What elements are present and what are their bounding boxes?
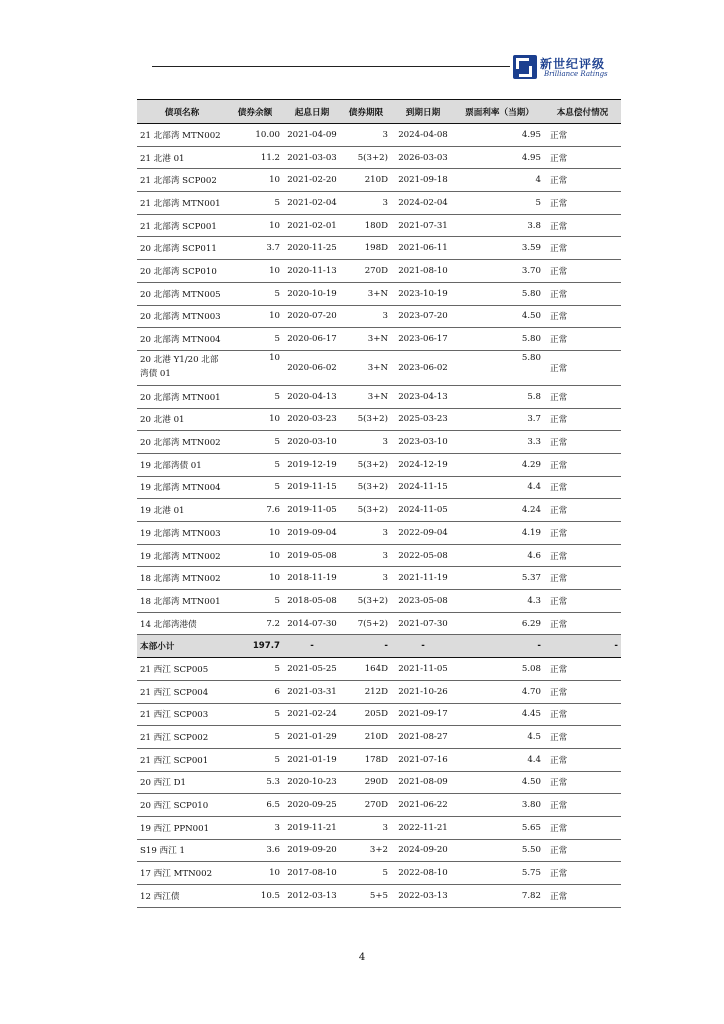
table-row [137, 680, 621, 703]
coupon-rate-cell: 5.75 [455, 862, 544, 885]
term-cell: 270D [341, 794, 391, 817]
start-date-cell: 2020-10-19 [283, 282, 341, 305]
table-row [137, 431, 621, 454]
start-date-cell: 2021-02-01 [283, 214, 341, 237]
table-row [137, 192, 621, 215]
term-cell: 180D [341, 214, 391, 237]
payment-status-cell: 正常 [544, 544, 621, 567]
payment-status-cell: 正常 [544, 169, 621, 192]
maturity-date-cell: 2023-05-08 [391, 590, 455, 613]
maturity-date-cell: 2023-04-13 [391, 385, 455, 408]
maturity-date-cell: 2024-11-15 [391, 476, 455, 499]
table-row [137, 453, 621, 476]
start-date-cell: 2019-12-19 [283, 453, 341, 476]
coupon-rate-cell: 5 [455, 192, 544, 215]
maturity-date-cell: 2023-06-17 [391, 328, 455, 351]
coupon-rate-cell: 4.45 [455, 703, 544, 726]
balance-cell: 5 [227, 658, 283, 681]
bond-name-cell: 20 北部湾 SCP010 [137, 260, 227, 283]
maturity-date-cell: 2021-07-16 [391, 748, 455, 771]
maturity-date-cell: 2025-03-23 [391, 408, 455, 431]
subtotal-cell: - [544, 635, 621, 658]
start-date-cell: 2018-11-19 [283, 567, 341, 590]
maturity-date-cell: 2021-08-27 [391, 726, 455, 749]
balance-cell: 5 [227, 590, 283, 613]
page-number: 4 [358, 952, 366, 963]
maturity-date-cell: 2021-06-22 [391, 794, 455, 817]
start-date-cell: 2018-05-08 [283, 590, 341, 613]
term-cell: 210D [341, 169, 391, 192]
coupon-rate-cell: 3.7 [455, 408, 544, 431]
table-body-group [137, 658, 621, 908]
term-cell: 3 [341, 544, 391, 567]
bond-name-cell: 21 北部湾 MTN001 [137, 192, 227, 215]
bond-name-cell: 19 北部湾债 01 [137, 453, 227, 476]
balance-cell: 10 [227, 260, 283, 283]
balance-cell: 7.2 [227, 612, 283, 635]
table-row [137, 590, 621, 613]
bond-name-cell: S19 西江 1 [137, 839, 227, 862]
coupon-rate-cell: 4.4 [455, 476, 544, 499]
start-date-cell: 2021-02-24 [283, 703, 341, 726]
coupon-rate-cell: 4.70 [455, 680, 544, 703]
bond-name-cell: 19 北部湾 MTN004 [137, 476, 227, 499]
maturity-date-cell: 2024-02-04 [391, 192, 455, 215]
table-row [137, 305, 621, 328]
payment-status-cell: 正常 [544, 771, 621, 794]
balance-cell: 5 [227, 453, 283, 476]
term-cell: 3 [341, 522, 391, 545]
bond-name-cell: 19 北部湾 MTN002 [137, 544, 227, 567]
table-row [137, 839, 621, 862]
start-date-cell: 2020-03-10 [283, 431, 341, 454]
start-date-cell: 2021-01-19 [283, 748, 341, 771]
balance-cell: 10 [227, 522, 283, 545]
coupon-rate-cell: 3.59 [455, 237, 544, 260]
term-cell: 164D [341, 658, 391, 681]
term-cell: 3 [341, 192, 391, 215]
table-body-group [137, 635, 621, 658]
logo-chinese-name: 新世纪评级 [540, 57, 606, 71]
payment-status-cell: 正常 [544, 658, 621, 681]
table-row [137, 237, 621, 260]
coupon-rate-cell: 4.6 [455, 544, 544, 567]
maturity-date-cell: 2022-09-04 [391, 522, 455, 545]
bond-name-cell: 20 北部湾 MTN003 [137, 305, 227, 328]
bond-name-cell: 17 西江 MTN002 [137, 862, 227, 885]
payment-status-cell: 正常 [544, 146, 621, 169]
term-cell: 5(3+2) [341, 476, 391, 499]
subtotal-cell: - [391, 635, 455, 658]
coupon-rate-cell: 4.24 [455, 499, 544, 522]
table-row [137, 214, 621, 237]
table-body-group [137, 385, 621, 635]
coupon-rate-cell: 5.80 [455, 282, 544, 305]
balance-cell: 6 [227, 680, 283, 703]
bond-table [137, 99, 621, 908]
start-date-cell: 2020-04-13 [283, 385, 341, 408]
coupon-rate-cell: 5.37 [455, 567, 544, 590]
table-row [137, 169, 621, 192]
maturity-date-cell: 2021-07-31 [391, 214, 455, 237]
start-date-cell: 2020-10-23 [283, 771, 341, 794]
term-cell: 3+2 [341, 839, 391, 862]
payment-status-cell: 正常 [544, 748, 621, 771]
balance-cell: 3.7 [227, 237, 283, 260]
term-cell: 5(3+2) [341, 146, 391, 169]
table-row [137, 885, 621, 908]
coupon-rate-cell: 5.08 [455, 658, 544, 681]
term-cell: 5(3+2) [341, 453, 391, 476]
start-date-cell: 2020-09-25 [283, 794, 341, 817]
start-date-cell: 2012-03-13 [283, 885, 341, 908]
balance-cell: 10 [227, 169, 283, 192]
coupon-rate-cell: 6.29 [455, 612, 544, 635]
maturity-date-cell: 2024-09-20 [391, 839, 455, 862]
balance-cell: 3 [227, 816, 283, 839]
term-cell: 210D [341, 726, 391, 749]
bond-name-cell: 19 西江 PPN001 [137, 816, 227, 839]
column-header: 本息偿付情况 [544, 100, 621, 124]
balance-cell: 10 [227, 862, 283, 885]
balance-cell: 3.6 [227, 839, 283, 862]
start-date-cell: 2014-07-30 [283, 612, 341, 635]
table-row [137, 703, 621, 726]
start-date-cell: 2020-03-23 [283, 408, 341, 431]
table-row [137, 862, 621, 885]
payment-status-cell: 正常 [544, 453, 621, 476]
payment-status-cell: 正常 [544, 499, 621, 522]
subtotal-balance: 197.7 [227, 635, 283, 658]
maturity-date-cell: 2023-10-19 [391, 282, 455, 305]
bond-name-cell: 18 北部湾 MTN001 [137, 590, 227, 613]
table-body-group [137, 124, 621, 351]
coupon-rate-cell: 5.80 [455, 350, 544, 385]
bond-name-cell: 20 北港 Y1/20 北部湾债 01 [137, 350, 227, 385]
start-date-cell: 2017-08-10 [283, 862, 341, 885]
bond-name-cell: 20 西江 SCP010 [137, 794, 227, 817]
balance-cell: 10 [227, 567, 283, 590]
term-cell: 5+5 [341, 885, 391, 908]
maturity-date-cell: 2021-11-19 [391, 567, 455, 590]
brand-logo [513, 53, 623, 83]
balance-cell: 11.2 [227, 146, 283, 169]
table-row [137, 350, 621, 385]
bond-name-cell: 21 西江 SCP005 [137, 658, 227, 681]
subtotal-row [137, 635, 621, 658]
start-date-cell: 2021-04-09 [283, 124, 341, 147]
coupon-rate-cell: 5.65 [455, 816, 544, 839]
start-date-cell: 2021-03-03 [283, 146, 341, 169]
payment-status-cell: 正常 [544, 522, 621, 545]
bond-name-cell: 20 北部湾 MTN002 [137, 431, 227, 454]
payment-status-cell: 正常 [544, 794, 621, 817]
bond-name-cell: 21 西江 SCP004 [137, 680, 227, 703]
payment-status-cell: 正常 [544, 260, 621, 283]
payment-status-cell: 正常 [544, 124, 621, 147]
balance-cell: 5 [227, 328, 283, 351]
coupon-rate-cell: 4.3 [455, 590, 544, 613]
start-date-cell: 2020-06-02 [283, 350, 341, 385]
start-date-cell: 2021-03-31 [283, 680, 341, 703]
start-date-cell: 2021-02-04 [283, 192, 341, 215]
maturity-date-cell: 2024-11-05 [391, 499, 455, 522]
balance-cell: 5 [227, 726, 283, 749]
start-date-cell: 2020-11-13 [283, 260, 341, 283]
payment-status-cell: 正常 [544, 590, 621, 613]
payment-status-cell: 正常 [544, 237, 621, 260]
payment-status-cell: 正常 [544, 885, 621, 908]
coupon-rate-cell: 4.50 [455, 771, 544, 794]
table-row [137, 748, 621, 771]
maturity-date-cell: 2021-09-18 [391, 169, 455, 192]
term-cell: 7(5+2) [341, 612, 391, 635]
start-date-cell: 2021-05-25 [283, 658, 341, 681]
term-cell: 3+N [341, 282, 391, 305]
payment-status-cell: 正常 [544, 385, 621, 408]
balance-cell: 10 [227, 408, 283, 431]
balance-cell: 10.00 [227, 124, 283, 147]
payment-status-cell: 正常 [544, 839, 621, 862]
coupon-rate-cell: 7.82 [455, 885, 544, 908]
bond-name-cell: 20 北港 01 [137, 408, 227, 431]
table-row [137, 612, 621, 635]
payment-status-cell: 正常 [544, 192, 621, 215]
coupon-rate-cell: 4.4 [455, 748, 544, 771]
payment-status-cell: 正常 [544, 408, 621, 431]
term-cell: 5(3+2) [341, 590, 391, 613]
table-row [137, 328, 621, 351]
maturity-date-cell: 2024-12-19 [391, 453, 455, 476]
payment-status-cell: 正常 [544, 567, 621, 590]
table-row [137, 726, 621, 749]
bond-name-cell: 21 北港 01 [137, 146, 227, 169]
balance-cell: 5 [227, 385, 283, 408]
bond-name-cell: 19 北部湾 MTN003 [137, 522, 227, 545]
bond-name-cell: 21 北部湾 SCP001 [137, 214, 227, 237]
table-row [137, 408, 621, 431]
term-cell: 5 [341, 862, 391, 885]
table-header-row [137, 100, 621, 124]
balance-cell: 5 [227, 192, 283, 215]
bond-name-cell: 18 北部湾 MTN002 [137, 567, 227, 590]
coupon-rate-cell: 5.8 [455, 385, 544, 408]
bond-name-cell: 19 北港 01 [137, 499, 227, 522]
term-cell: 3 [341, 124, 391, 147]
term-cell: 290D [341, 771, 391, 794]
term-cell: 212D [341, 680, 391, 703]
bond-name-cell: 20 北部湾 MTN001 [137, 385, 227, 408]
maturity-date-cell: 2022-05-08 [391, 544, 455, 567]
coupon-rate-cell: 4.19 [455, 522, 544, 545]
coupon-rate-cell: 4.50 [455, 305, 544, 328]
balance-cell: 6.5 [227, 794, 283, 817]
table-row [137, 522, 621, 545]
maturity-date-cell: 2022-11-21 [391, 816, 455, 839]
term-cell: 3+N [341, 328, 391, 351]
term-cell: 3 [341, 305, 391, 328]
start-date-cell: 2021-02-20 [283, 169, 341, 192]
bond-name-cell: 20 北部湾 MTN004 [137, 328, 227, 351]
table-body-group [137, 350, 621, 385]
bond-name-cell: 21 西江 SCP002 [137, 726, 227, 749]
coupon-rate-cell: 3.3 [455, 431, 544, 454]
maturity-date-cell: 2021-09-17 [391, 703, 455, 726]
payment-status-cell: 正常 [544, 862, 621, 885]
maturity-date-cell: 2023-03-10 [391, 431, 455, 454]
maturity-date-cell: 2021-11-05 [391, 658, 455, 681]
subtotal-cell: - [283, 635, 341, 658]
column-header: 债券期限 [341, 100, 391, 124]
start-date-cell: 2021-01-29 [283, 726, 341, 749]
table-row [137, 146, 621, 169]
balance-cell: 5 [227, 476, 283, 499]
table-row [137, 816, 621, 839]
table-row [137, 771, 621, 794]
coupon-rate-cell: 5.80 [455, 328, 544, 351]
term-cell: 3 [341, 431, 391, 454]
start-date-cell: 2019-11-21 [283, 816, 341, 839]
maturity-date-cell: 2021-08-10 [391, 260, 455, 283]
balance-cell: 5 [227, 748, 283, 771]
term-cell: 198D [341, 237, 391, 260]
coupon-rate-cell: 3.8 [455, 214, 544, 237]
bond-name-cell: 21 西江 SCP003 [137, 703, 227, 726]
maturity-date-cell: 2021-06-11 [391, 237, 455, 260]
start-date-cell: 2020-07-20 [283, 305, 341, 328]
term-cell: 3 [341, 567, 391, 590]
table-row [137, 282, 621, 305]
start-date-cell: 2020-11-25 [283, 237, 341, 260]
maturity-date-cell: 2022-03-13 [391, 885, 455, 908]
payment-status-cell: 正常 [544, 612, 621, 635]
payment-status-cell: 正常 [544, 431, 621, 454]
bond-name-cell: 20 北部湾 MTN005 [137, 282, 227, 305]
term-cell: 205D [341, 703, 391, 726]
payment-status-cell: 正常 [544, 350, 621, 385]
term-cell: 270D [341, 260, 391, 283]
coupon-rate-cell: 3.80 [455, 794, 544, 817]
bond-name-cell: 21 西江 SCP001 [137, 748, 227, 771]
start-date-cell: 2019-09-20 [283, 839, 341, 862]
coupon-rate-cell: 4 [455, 169, 544, 192]
payment-status-cell: 正常 [544, 305, 621, 328]
table-row [137, 476, 621, 499]
table-row [137, 544, 621, 567]
term-cell: 3 [341, 816, 391, 839]
maturity-date-cell: 2022-08-10 [391, 862, 455, 885]
column-header: 债项名称 [137, 100, 227, 124]
table-row [137, 124, 621, 147]
term-cell: 3+N [341, 385, 391, 408]
start-date-cell: 2019-05-08 [283, 544, 341, 567]
payment-status-cell: 正常 [544, 726, 621, 749]
term-cell: 178D [341, 748, 391, 771]
table-row [137, 794, 621, 817]
payment-status-cell: 正常 [544, 328, 621, 351]
header-rule [152, 66, 510, 67]
bond-name-cell: 21 北部湾 MTN002 [137, 124, 227, 147]
bond-name-cell: 21 北部湾 SCP002 [137, 169, 227, 192]
balance-cell: 7.6 [227, 499, 283, 522]
coupon-rate-cell: 4.95 [455, 146, 544, 169]
coupon-rate-cell: 4.95 [455, 124, 544, 147]
maturity-date-cell: 2021-08-09 [391, 771, 455, 794]
maturity-date-cell: 2023-07-20 [391, 305, 455, 328]
bond-name-cell: 14 北部湾港债 [137, 612, 227, 635]
start-date-cell: 2019-11-05 [283, 499, 341, 522]
subtotal-label: 本部小计 [137, 635, 227, 658]
payment-status-cell: 正常 [544, 282, 621, 305]
table-row [137, 499, 621, 522]
start-date-cell: 2019-09-04 [283, 522, 341, 545]
table-row [137, 260, 621, 283]
term-cell: 3+N [341, 350, 391, 385]
maturity-date-cell: 2021-10-26 [391, 680, 455, 703]
bond-name-cell: 20 北部湾 SCP011 [137, 237, 227, 260]
balance-cell: 5 [227, 703, 283, 726]
balance-cell: 10.5 [227, 885, 283, 908]
maturity-date-cell: 2024-04-08 [391, 124, 455, 147]
balance-cell: 10 [227, 350, 283, 385]
term-cell: 5(3+2) [341, 408, 391, 431]
balance-cell: 5.3 [227, 771, 283, 794]
column-header: 到期日期 [391, 100, 455, 124]
maturity-date-cell: 2026-03-03 [391, 146, 455, 169]
start-date-cell: 2020-06-17 [283, 328, 341, 351]
column-header: 票面利率（当期） [455, 100, 544, 124]
column-header: 债券余额 [227, 100, 283, 124]
balance-cell: 10 [227, 214, 283, 237]
table-row [137, 567, 621, 590]
coupon-rate-cell: 4.5 [455, 726, 544, 749]
subtotal-cell: - [455, 635, 544, 658]
coupon-rate-cell: 4.29 [455, 453, 544, 476]
term-cell: 5(3+2) [341, 499, 391, 522]
table-row [137, 385, 621, 408]
payment-status-cell: 正常 [544, 680, 621, 703]
payment-status-cell: 正常 [544, 214, 621, 237]
balance-cell: 5 [227, 431, 283, 454]
payment-status-cell: 正常 [544, 476, 621, 499]
column-header: 起息日期 [283, 100, 341, 124]
payment-status-cell: 正常 [544, 816, 621, 839]
payment-status-cell: 正常 [544, 703, 621, 726]
maturity-date-cell: 2021-07-30 [391, 612, 455, 635]
maturity-date-cell: 2023-06-02 [391, 350, 455, 385]
balance-cell: 10 [227, 544, 283, 567]
coupon-rate-cell: 5.50 [455, 839, 544, 862]
coupon-rate-cell: 3.70 [455, 260, 544, 283]
bond-name-cell: 20 西江 D1 [137, 771, 227, 794]
start-date-cell: 2019-11-15 [283, 476, 341, 499]
subtotal-cell: - [341, 635, 391, 658]
logo-english-name: Brilliance Ratings [544, 70, 608, 78]
bond-name-cell: 12 西江债 [137, 885, 227, 908]
balance-cell: 5 [227, 282, 283, 305]
table-row [137, 658, 621, 681]
balance-cell: 10 [227, 305, 283, 328]
logo-mark-icon [513, 55, 537, 79]
